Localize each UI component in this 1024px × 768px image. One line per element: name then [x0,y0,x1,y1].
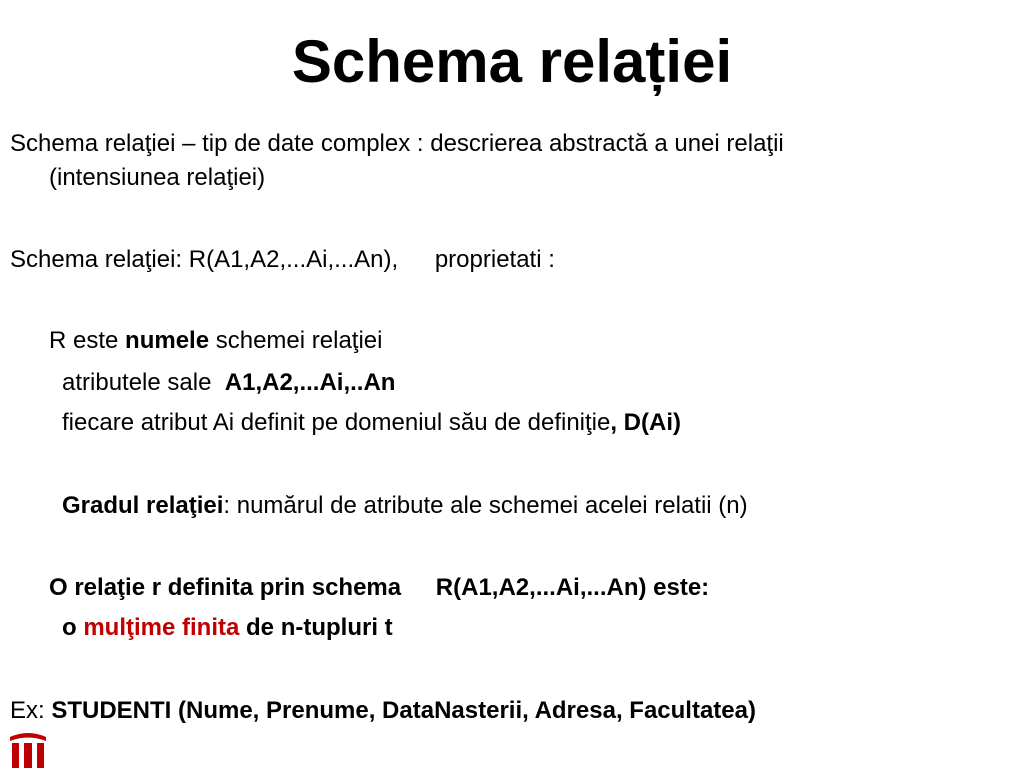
relation-line [49,573,709,603]
set-red: mulţime finita [83,614,240,641]
set-o: o [62,614,84,641]
attributes-bold: A1,A2,...Ai,..An [224,369,396,396]
example-bold: STUDENTI (Nume, Prenume, DataNasterii, Adresa, Facultatea) [51,697,756,724]
definition-text-1: Schema relaţiei – tip de date complex : descrierea abstractă a unei relaţii [10,130,784,157]
attributes-text: atributele sale [62,369,225,396]
relation-part-2: R(A1,A2,...Ai,...An) este: [435,574,710,601]
schema-prefix: Schema relaţiei: R(A1,A2,...Ai,...An), [10,246,399,273]
domain-bold: , D(Ai) [610,409,681,436]
degree-text: : numărul de atribute ale schemei acelei relatii (n) [223,492,748,519]
example-line [10,696,756,726]
name-text-2: schemei relaţiei [209,327,383,354]
schema-properties: proprietati : [434,246,555,273]
set-rest: de n-tupluri t [239,614,393,641]
relation-part-1: O relaţie r definita prin schema [49,574,402,601]
slide-title: Schema relației [291,28,733,95]
definition-text-2: (intensiunea relaţiei) [49,164,266,191]
name-line [49,326,382,356]
schema-line [10,245,555,275]
domain-line [62,408,681,438]
definition-line-1 [10,129,784,159]
name-text-1: R este [49,327,126,354]
degree-bold: Gradul relaţiei [62,492,224,519]
attributes-line [62,368,395,398]
domain-text: fiecare atribut Ai definit pe domeniul său de definiţie [62,409,611,436]
name-bold: numele [125,327,210,354]
set-line [62,613,393,643]
example-label: Ex: [10,697,52,724]
definition-line-2 [49,163,265,193]
degree-line [62,491,748,521]
university-logo-icon [8,731,48,768]
